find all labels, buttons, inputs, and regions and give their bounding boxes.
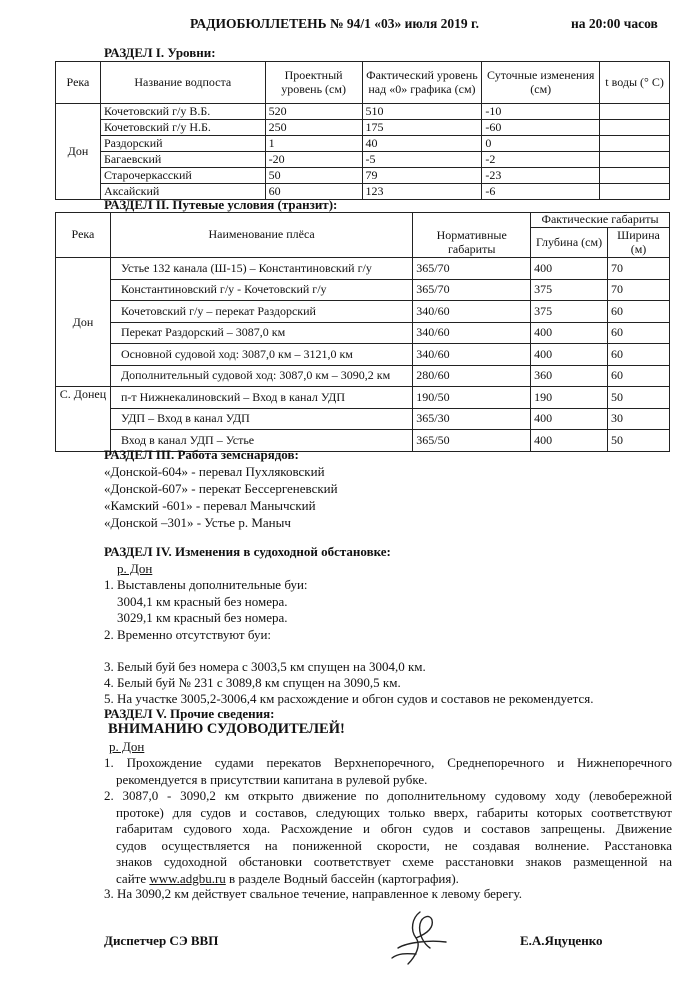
reach-name-cell: Вход в канал УДП – Устье [110,430,412,452]
gauge-name-cell: Раздорский [100,136,265,152]
width-cell: 70 [608,258,670,280]
water-temp-cell [600,120,670,136]
dredger-item: «Камский -601» - перевал Манычский [104,498,316,513]
col-gauge-name: Название водпоста [100,62,265,104]
section4-item-1: 1. Выставлены дополнительные буи: [104,577,308,592]
dredger-item: «Донской-607» - перекат Бессергеневский [104,481,338,496]
section4-item-1-sub: 3004,1 км красный без номера. [117,594,288,609]
reach-name-cell: Перекат Раздорский – 3087,0 км [110,322,412,344]
section5-paragraph-2 [104,788,672,887]
section5-title: РАЗДЕЛ V. Прочие сведения: [104,706,275,721]
levels-row [56,104,670,120]
section5-paragraph-1 [104,755,672,788]
norm-dimensions-cell: 365/30 [413,408,531,430]
design-level-cell: -20 [265,152,362,168]
levels-row [56,168,670,184]
col-actual-level: Фактический уровень над «0» графика (см) [362,62,482,104]
col-norm-dimensions: Нормативные габариты [413,213,531,258]
col-river: Река [56,62,101,104]
bulletin-time: на 20:00 часов [571,16,658,31]
actual-level-cell: 40 [362,136,482,152]
transit-row [56,258,670,280]
paragraph-line: 1. Прохождение судами перекатов Верхнепоречного, Среднепоречного и Нижнепоречного [104,755,672,770]
transit-row [56,408,670,430]
width-cell: 60 [608,365,670,387]
dredgers-list [104,463,338,531]
transit-row [56,279,670,301]
section3-title: РАЗДЕЛ III. Работа земснарядов: [104,447,299,462]
dredger-item: «Донской-604» - перевал Пухляковский [104,464,325,479]
width-cell: 60 [608,322,670,344]
norm-dimensions-cell: 190/50 [413,387,531,409]
norm-dimensions-cell: 340/60 [413,322,531,344]
reach-name-cell: УДП – Вход в канал УДП [110,408,412,430]
norm-dimensions-cell: 365/70 [413,279,531,301]
transit-row [56,387,670,409]
water-temp-cell [600,168,670,184]
width-cell: 30 [608,408,670,430]
col-depth: Глубина (см) [531,228,608,258]
dispatcher-position: Диспетчер СЭ ВВП [104,933,219,948]
col-design-level: Проектный уровень (см) [265,62,362,104]
transit-row [56,344,670,366]
section5-river: р. Дон [109,739,145,754]
water-temp-cell [600,104,670,120]
width-cell: 50 [608,430,670,452]
transit-row [56,301,670,323]
river-cell: Дон [56,258,111,387]
transit-header-row-1 [56,213,670,228]
reach-name-cell: Кочетовский г/у – перекат Раздорский [110,301,412,323]
river-cell: С. Донец [56,387,111,452]
paragraph-line: знаков судоходной обстановки соответствует схеме расстановки знаков размещенной на [116,854,672,869]
actual-level-cell: 123 [362,184,482,200]
design-level-cell: 50 [265,168,362,184]
norm-dimensions-cell: 365/70 [413,258,531,280]
paragraph-line: судов осуществляется на пониженной скорости, не создавая волнение. Расстановка [116,837,672,853]
width-cell: 70 [608,279,670,301]
depth-cell: 360 [531,365,608,387]
norm-dimensions-cell: 340/60 [413,301,531,323]
width-cell: 50 [608,387,670,409]
section4-river: р. Дон [117,561,153,576]
paragraph-text: в разделе Водный бассейн (картография). [225,870,459,886]
reach-name-cell: Константиновский г/у - Кочетовский г/у [110,279,412,301]
reach-name-cell: п-т Нижнекалиновский – Вход в канал УДП [110,387,412,409]
actual-level-cell: -5 [362,152,482,168]
reach-name-cell: Устье 132 канала (Ш-15) – Константиновский г/у [110,258,412,280]
actual-level-cell: 79 [362,168,482,184]
daily-change-cell: -10 [482,104,600,120]
paragraph-line: протоке) для судов и составов, следующих только вверх, габариты которых соответствуют [116,804,672,820]
section4-item-5: 5. На участке 3005,2-3006,4 км расхождение и обгон судов и составов не рекомендуется. [104,691,594,706]
col-water-temp: t воды (° С) [600,62,670,104]
levels-table [55,61,670,200]
gauge-name-cell: Кочетовский г/у Н.Б. [100,120,265,136]
section4-item-3: 3. Белый буй без номера с 3003,5 км спущен на 3004,0 км. [104,659,426,674]
gauge-name-cell: Багаевский [100,152,265,168]
norm-dimensions-cell: 340/60 [413,344,531,366]
paragraph-line [104,871,672,888]
width-cell: 60 [608,344,670,366]
section5-paragraph-3: 3. На 3090,2 км действует свальное течение, направленное к левому берегу. [104,886,522,901]
section4-item-4: 4. Белый буй № 231 с 3089,8 км спущен на 3090,5 км. [104,675,401,690]
water-temp-cell [600,152,670,168]
river-cell: Дон [56,104,101,200]
gauge-name-cell: Кочетовский г/у В.Б. [100,104,265,120]
section2-title: РАЗДЕЛ II. Путевые условия (транзит): [104,197,338,212]
levels-row [56,120,670,136]
depth-cell: 400 [531,322,608,344]
daily-change-cell: -6 [482,184,600,200]
design-level-cell: 60 [265,184,362,200]
levels-header-row [56,62,670,104]
transit-row [56,365,670,387]
paragraph-text: сайте [116,870,150,886]
design-level-cell: 1 [265,136,362,152]
daily-change-cell: -60 [482,120,600,136]
section4-item-1-sub: 3029,1 км красный без номера. [117,610,288,625]
attention-heading: ВНИМАНИЮ СУДОВОДИТЕЛЕЙ! [108,721,345,737]
depth-cell: 400 [531,258,608,280]
paragraph-line: 2. 3087,0 - 3090,2 км открыто движение по дополнительному судовому ходу (левобережной [104,788,672,803]
norm-dimensions-cell: 365/50 [413,430,531,452]
water-temp-cell [600,184,670,200]
depth-cell: 375 [531,279,608,301]
water-temp-cell [600,136,670,152]
reach-name-cell: Основной судовой ход: 3087,0 км – 3121,0 км [110,344,412,366]
col-river: Река [56,213,111,258]
bulletin-title: РАДИОБЮЛЛЕТЕНЬ № 94/1 «03» июля 2019 г. [190,16,480,31]
width-cell: 60 [608,301,670,323]
col-reach-name: Наименование плёса [110,213,412,258]
depth-cell: 400 [531,430,608,452]
gauge-name-cell: Аксайский [100,184,265,200]
paragraph-line: габаритам судового хода. Расхождение и обгон судов и составов запрещены. Движение [116,821,672,836]
dredger-item: «Донской –301» - Устье р. Маныч [104,515,291,530]
depth-cell: 400 [531,408,608,430]
depth-cell: 375 [531,301,608,323]
handwritten-signature [380,908,460,970]
actual-level-cell: 175 [362,120,482,136]
transit-row [56,322,670,344]
gauge-name-cell: Старочеркасский [100,168,265,184]
reach-name-cell: Дополнительный судовой ход: 3087,0 км – 3090,2 км [110,365,412,387]
section4-item-2: 2. Временно отсутствуют буи: [104,627,272,642]
norm-dimensions-cell: 280/60 [413,365,531,387]
col-daily-change: Суточные изменения (см) [482,62,600,104]
daily-change-cell: -2 [482,152,600,168]
design-level-cell: 250 [265,120,362,136]
website-link[interactable]: www.adgbu.ru [149,870,226,886]
col-width: Ширина (м) [608,228,670,258]
levels-row [56,152,670,168]
design-level-cell: 520 [265,104,362,120]
actual-level-cell: 510 [362,104,482,120]
levels-row [56,136,670,152]
paragraph-line: рекомендуется в присутствии капитана в рулевой рубке. [116,771,428,787]
daily-change-cell: -23 [482,168,600,184]
section4-title: РАЗДЕЛ IV. Изменения в судоходной обстановке: [104,544,391,559]
transit-table [55,212,670,452]
section1-title: РАЗДЕЛ I. Уровни: [104,45,216,60]
dispatcher-name: Е.А.Яцуценко [520,933,603,948]
depth-cell: 190 [531,387,608,409]
depth-cell: 400 [531,344,608,366]
col-actual-dimensions: Фактические габариты [531,213,670,228]
daily-change-cell: 0 [482,136,600,152]
